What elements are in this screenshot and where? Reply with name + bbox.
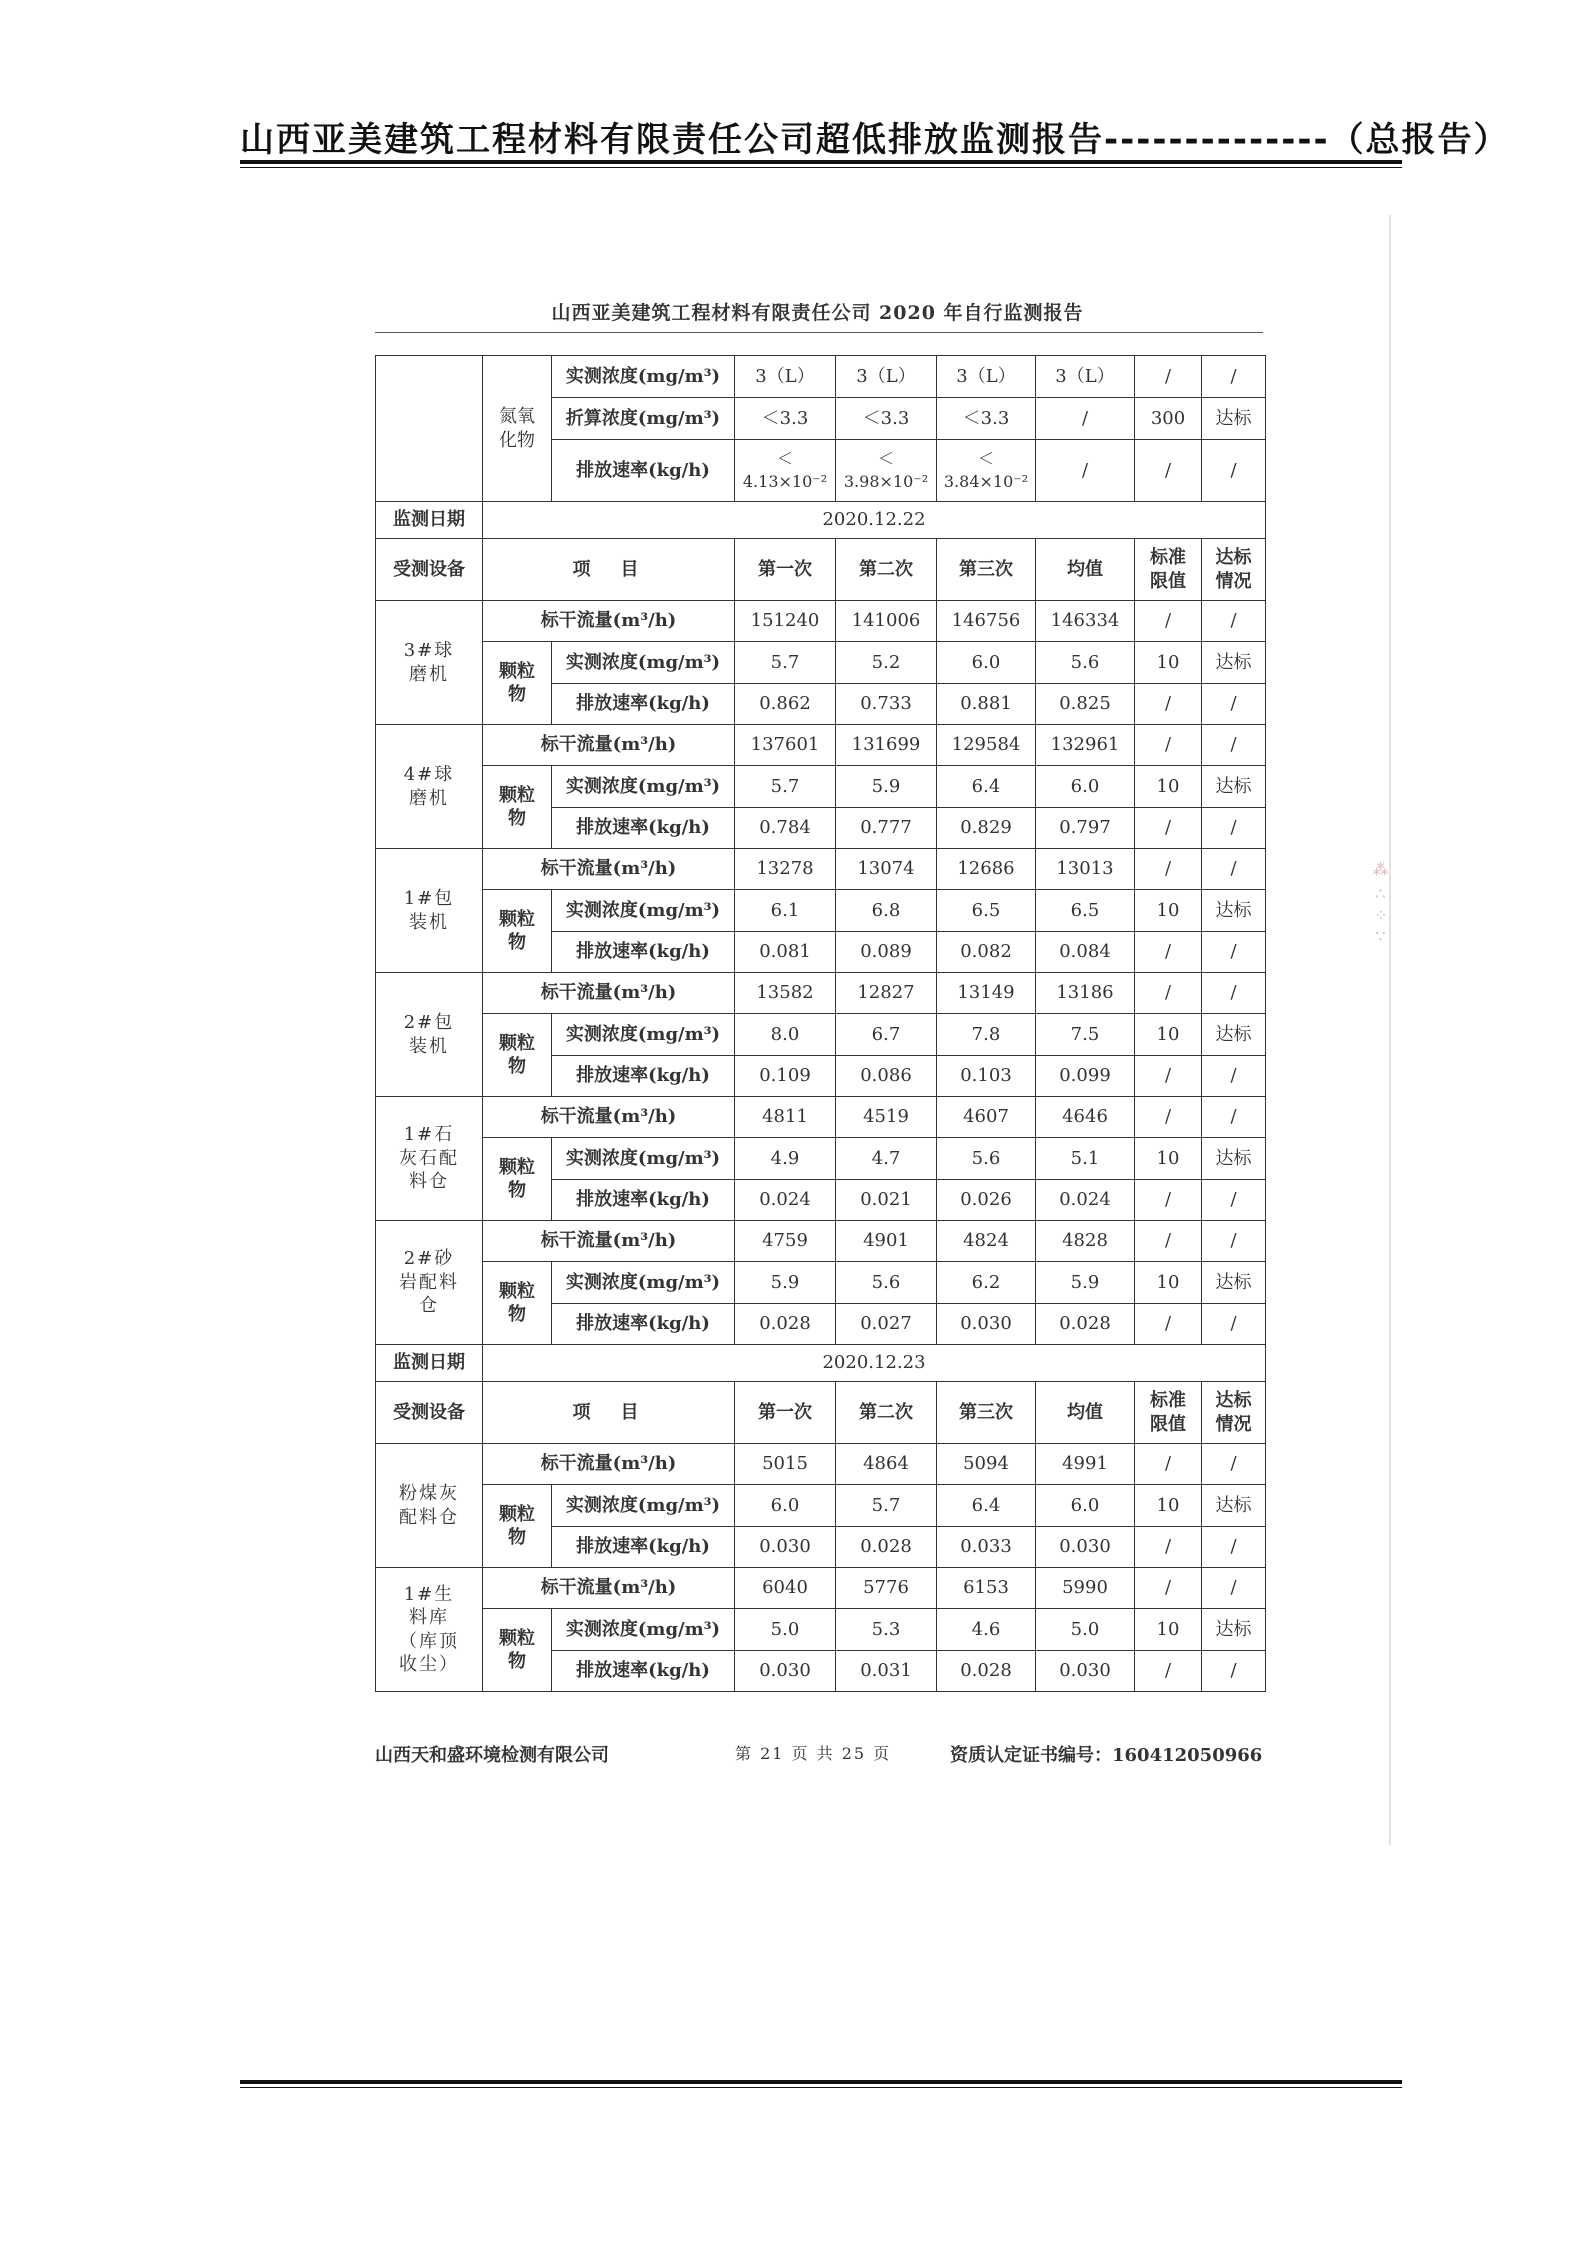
value-cell: 13582 [735,973,836,1014]
value-cell: 3（L） [836,356,937,398]
value-cell: 10 [1135,1138,1202,1180]
value-cell: 0.733 [836,684,937,725]
value-cell: 0.829 [937,808,1036,849]
value-cell: 151240 [735,601,836,642]
value-cell: ＜3.3 [937,398,1036,440]
value-cell: 0.881 [937,684,1036,725]
value-cell: 6.4 [937,766,1036,808]
value-cell: ＜3.3 [836,398,937,440]
value-cell: 5015 [735,1444,836,1485]
value-cell: / [1135,1056,1202,1097]
value-cell: 137601 [735,725,836,766]
value-cell: 13013 [1036,849,1135,890]
value-cell: / [1202,1221,1266,1262]
item-label: 排放速率(kg/h) [552,440,735,502]
value-cell: 0.031 [836,1651,937,1692]
header-row [376,539,1266,601]
header-third: 第三次 [937,1382,1036,1444]
value-cell: 0.021 [836,1180,937,1221]
device-cell-continued [376,356,483,502]
pollutant-label: 颗粒物 [483,1262,552,1345]
device-label: 4#球磨机 [376,725,483,849]
value-cell: / [1135,1527,1202,1568]
header-std: 标准限值 [1135,539,1202,601]
value-cell: / [1135,601,1202,642]
monitoring-table [375,355,1266,1692]
value-cell: 146334 [1036,601,1135,642]
table-row [376,1221,1266,1262]
value-cell: 0.784 [735,808,836,849]
header-row [376,1382,1266,1444]
item-label: 实测浓度(mg/m³) [552,356,735,398]
footer-rule-thick [240,2080,1402,2084]
value-cell: 10 [1135,890,1202,932]
header-device: 受测设备 [376,539,483,601]
conc-label: 实测浓度(mg/m³) [552,1014,735,1056]
table-row [376,1014,1266,1056]
value-cell: 5.9 [1036,1262,1135,1304]
device-label: 粉煤灰配料仓 [376,1444,483,1568]
conc-label: 实测浓度(mg/m³) [552,890,735,932]
value-cell: 0.797 [1036,808,1135,849]
table-row [376,1097,1266,1138]
value-cell: 12827 [836,973,937,1014]
rate-label: 排放速率(kg/h) [552,1651,735,1692]
value-cell: / [1135,725,1202,766]
value-cell: 300 [1135,398,1202,440]
value-cell: 7.5 [1036,1014,1135,1056]
value-cell: 0.028 [735,1304,836,1345]
value-cell: / [1202,725,1266,766]
footer-rule-thin [240,2087,1402,2088]
value-cell: 0.082 [937,932,1036,973]
value-cell: 132961 [1036,725,1135,766]
value-cell: 4811 [735,1097,836,1138]
date-row [376,502,1266,539]
value-cell: / [1036,398,1135,440]
pollutant-label: 颗粒物 [483,1138,552,1221]
document-title: 山西亚美建筑工程材料有限责任公司 2020 年自行监测报告 [551,302,1084,324]
value-cell: 达标 [1202,766,1266,808]
value-cell: 146756 [937,601,1036,642]
conc-label: 实测浓度(mg/m³) [552,642,735,684]
value-cell: 达标 [1202,1609,1266,1651]
value-cell: / [1202,1568,1266,1609]
table-row [376,725,1266,766]
value-cell: / [1202,808,1266,849]
rate-label: 排放速率(kg/h) [552,932,735,973]
value-cell: 5.9 [836,766,937,808]
pollutant-label: 颗粒物 [483,1014,552,1097]
value-cell: / [1202,849,1266,890]
value-cell: 0.030 [735,1651,836,1692]
value-cell: 0.028 [937,1651,1036,1692]
rate-label: 排放速率(kg/h) [552,1180,735,1221]
value-cell: ＜ 4.13×10⁻² [735,440,836,502]
document-title-rule [375,332,1263,333]
value-cell: 4.7 [836,1138,937,1180]
value-cell: / [1135,1180,1202,1221]
value-cell: 5.1 [1036,1138,1135,1180]
value-cell: 4824 [937,1221,1036,1262]
device-label: 1#石灰石配料仓 [376,1097,483,1221]
report-header-title: 山西亚美建筑工程材料有限责任公司超低排放监测报告--------------（总报告） [240,120,1510,160]
header-result: 达标情况 [1202,539,1266,601]
table-row [376,1262,1266,1304]
device-label: 3#球磨机 [376,601,483,725]
date-value: 2020.12.23 [483,1345,1266,1382]
table-row [376,642,1266,684]
value-cell: / [1202,356,1266,398]
rate-label: 排放速率(kg/h) [552,684,735,725]
flow-label: 标干流量(m³/h) [483,849,735,890]
header-std: 标准限值 [1135,1382,1202,1444]
item-label: 折算浓度(mg/m³) [552,398,735,440]
date-row [376,1345,1266,1382]
value-cell: 4.6 [937,1609,1036,1651]
value-cell: 5094 [937,1444,1036,1485]
value-cell: / [1202,1056,1266,1097]
header-second: 第二次 [836,539,937,601]
value-cell: ＜3.3 [735,398,836,440]
conc-label: 实测浓度(mg/m³) [552,1138,735,1180]
conc-label: 实测浓度(mg/m³) [552,1609,735,1651]
value-cell: 达标 [1202,1014,1266,1056]
header-device: 受测设备 [376,1382,483,1444]
value-cell: 6.8 [836,890,937,932]
value-cell: 达标 [1202,890,1266,932]
value-cell: 12686 [937,849,1036,890]
value-cell: 6.4 [937,1485,1036,1527]
value-cell: / [1202,601,1266,642]
value-cell: 6153 [937,1568,1036,1609]
value-cell: / [1202,1527,1266,1568]
table-row [376,1568,1266,1609]
value-cell: 6.2 [937,1262,1036,1304]
value-cell: 达标 [1202,1485,1266,1527]
value-cell: / [1135,440,1202,502]
value-cell: 0.030 [937,1304,1036,1345]
footer-page-number: 第 21 页 共 25 页 [735,1744,892,1763]
value-cell: 6.7 [836,1014,937,1056]
device-label: 1#包装机 [376,849,483,973]
value-cell: ＜ 3.84×10⁻² [937,440,1036,502]
value-cell: 7.8 [937,1014,1036,1056]
value-cell: 10 [1135,1262,1202,1304]
value-cell: 0.030 [1036,1527,1135,1568]
flow-label: 标干流量(m³/h) [483,601,735,642]
value-cell: 5.0 [1036,1609,1135,1651]
table-row [376,601,1266,642]
header-result: 达标情况 [1202,1382,1266,1444]
table-row [376,1485,1266,1527]
value-cell: 0.033 [937,1527,1036,1568]
value-cell: 0.030 [1036,1651,1135,1692]
value-cell: 0.084 [1036,932,1135,973]
value-cell: 5990 [1036,1568,1135,1609]
value-cell: / [1202,1304,1266,1345]
value-cell: 0.030 [735,1527,836,1568]
value-cell: 5.6 [937,1138,1036,1180]
value-cell: 4828 [1036,1221,1135,1262]
header-avg: 均值 [1036,1382,1135,1444]
value-cell: 0.026 [937,1180,1036,1221]
value-cell: 0.103 [937,1056,1036,1097]
value-cell: / [1202,1444,1266,1485]
conc-label: 实测浓度(mg/m³) [552,1262,735,1304]
value-cell: 3（L） [937,356,1036,398]
value-cell: 13074 [836,849,937,890]
value-cell: 6.0 [937,642,1036,684]
value-cell: 4607 [937,1097,1036,1138]
seal-stamp-trace: ⁂ ∴ ⁘ ∵ [1371,860,1390,946]
value-cell: 141006 [836,601,937,642]
header-second: 第二次 [836,1382,937,1444]
value-cell: 5.9 [735,1262,836,1304]
value-cell: / [1202,1180,1266,1221]
value-cell: / [1135,1444,1202,1485]
table-row [376,766,1266,808]
value-cell: 6.1 [735,890,836,932]
value-cell: 0.086 [836,1056,937,1097]
flow-label: 标干流量(m³/h) [483,1568,735,1609]
table-row [376,356,1266,398]
value-cell: 4519 [836,1097,937,1138]
value-cell: 达标 [1202,642,1266,684]
value-cell: 10 [1135,642,1202,684]
value-cell: 0.028 [836,1527,937,1568]
value-cell: 10 [1135,1485,1202,1527]
value-cell: 8.0 [735,1014,836,1056]
header-rule-thin [240,167,1402,168]
value-cell: 131699 [836,725,937,766]
value-cell: 0.109 [735,1056,836,1097]
conc-label: 实测浓度(mg/m³) [552,1485,735,1527]
flow-label: 标干流量(m³/h) [483,973,735,1014]
header-third: 第三次 [937,539,1036,601]
value-cell: / [1135,932,1202,973]
header-rule-thick [240,160,1402,164]
value-cell: 10 [1135,1014,1202,1056]
table-row [376,849,1266,890]
value-cell: / [1135,1221,1202,1262]
value-cell: 0.777 [836,808,937,849]
value-cell: 0.028 [1036,1304,1135,1345]
value-cell: / [1135,1568,1202,1609]
value-cell: 5.7 [735,766,836,808]
rate-label: 排放速率(kg/h) [552,808,735,849]
value-cell: ＜ 3.98×10⁻² [836,440,937,502]
header-item: 项 目 [483,539,735,601]
value-cell: / [1135,1651,1202,1692]
value-cell: 10 [1135,1609,1202,1651]
value-cell: 0.089 [836,932,937,973]
date-label: 监测日期 [376,502,483,539]
rate-label: 排放速率(kg/h) [552,1527,735,1568]
value-cell: 6.0 [735,1485,836,1527]
value-cell: / [1202,440,1266,502]
value-cell: 3（L） [1036,356,1135,398]
value-cell: 0.024 [1036,1180,1135,1221]
value-cell: / [1135,1304,1202,1345]
value-cell: 6.0 [1036,766,1135,808]
pollutant-label: 颗粒物 [483,1609,552,1692]
header-first: 第一次 [735,1382,836,1444]
conc-label: 实测浓度(mg/m³) [552,766,735,808]
value-cell: 5776 [836,1568,937,1609]
value-cell: 13278 [735,849,836,890]
flow-label: 标干流量(m³/h) [483,1097,735,1138]
value-cell: 4759 [735,1221,836,1262]
value-cell: / [1202,973,1266,1014]
value-cell: 6.5 [937,890,1036,932]
value-cell: 达标 [1202,1138,1266,1180]
footer-company: 山西天和盛环境检测有限公司 [375,1745,609,1766]
value-cell: 5.2 [836,642,937,684]
value-cell: 5.7 [836,1485,937,1527]
device-label: 2#砂岩配料仓 [376,1221,483,1345]
value-cell: 129584 [937,725,1036,766]
value-cell: 达标 [1202,398,1266,440]
value-cell: / [1135,849,1202,890]
value-cell: / [1036,440,1135,502]
value-cell: 0.099 [1036,1056,1135,1097]
value-cell: / [1135,1097,1202,1138]
value-cell: 3（L） [735,356,836,398]
date-value: 2020.12.22 [483,502,1266,539]
flow-label: 标干流量(m³/h) [483,1221,735,1262]
rate-label: 排放速率(kg/h) [552,1056,735,1097]
flow-label: 标干流量(m³/h) [483,1444,735,1485]
flow-label: 标干流量(m³/h) [483,725,735,766]
value-cell: 4646 [1036,1097,1135,1138]
device-label: 2#包装机 [376,973,483,1097]
device-label: 1#生料库（库顶收尘） [376,1568,483,1692]
value-cell: / [1135,973,1202,1014]
footer-cert-number: 资质认定证书编号：160412050966 [950,1745,1263,1766]
header-item: 项 目 [483,1382,735,1444]
table-row [376,890,1266,932]
value-cell: 4.9 [735,1138,836,1180]
pollutant-label: 氮氧化物 [483,356,552,502]
value-cell: 6.5 [1036,890,1135,932]
value-cell: 5.6 [1036,642,1135,684]
value-cell: 达标 [1202,1262,1266,1304]
rate-label: 排放速率(kg/h) [552,1304,735,1345]
table-row [376,1138,1266,1180]
value-cell: 0.024 [735,1180,836,1221]
header-avg: 均值 [1036,539,1135,601]
value-cell: 0.825 [1036,684,1135,725]
value-cell: 5.6 [836,1262,937,1304]
value-cell: 6040 [735,1568,836,1609]
value-cell: / [1202,684,1266,725]
pollutant-label: 颗粒物 [483,1485,552,1568]
value-cell: 4864 [836,1444,937,1485]
value-cell: / [1135,684,1202,725]
value-cell: / [1202,932,1266,973]
value-cell: 4901 [836,1221,937,1262]
value-cell: 0.027 [836,1304,937,1345]
table-row [376,1609,1266,1651]
date-label: 监测日期 [376,1345,483,1382]
value-cell: / [1202,1097,1266,1138]
value-cell: 5.7 [735,642,836,684]
table-row [376,973,1266,1014]
pollutant-label: 颗粒物 [483,766,552,849]
pollutant-label: 颗粒物 [483,890,552,973]
value-cell: / [1202,1651,1266,1692]
value-cell: / [1135,808,1202,849]
header-first: 第一次 [735,539,836,601]
value-cell: 6.0 [1036,1485,1135,1527]
value-cell: 0.862 [735,684,836,725]
value-cell: 4991 [1036,1444,1135,1485]
value-cell: 5.3 [836,1609,937,1651]
value-cell: 0.081 [735,932,836,973]
value-cell: 10 [1135,766,1202,808]
value-cell: 5.0 [735,1609,836,1651]
value-cell: / [1135,356,1202,398]
value-cell: 13186 [1036,973,1135,1014]
value-cell: 13149 [937,973,1036,1014]
table-row [376,1444,1266,1485]
pollutant-label: 颗粒物 [483,642,552,725]
